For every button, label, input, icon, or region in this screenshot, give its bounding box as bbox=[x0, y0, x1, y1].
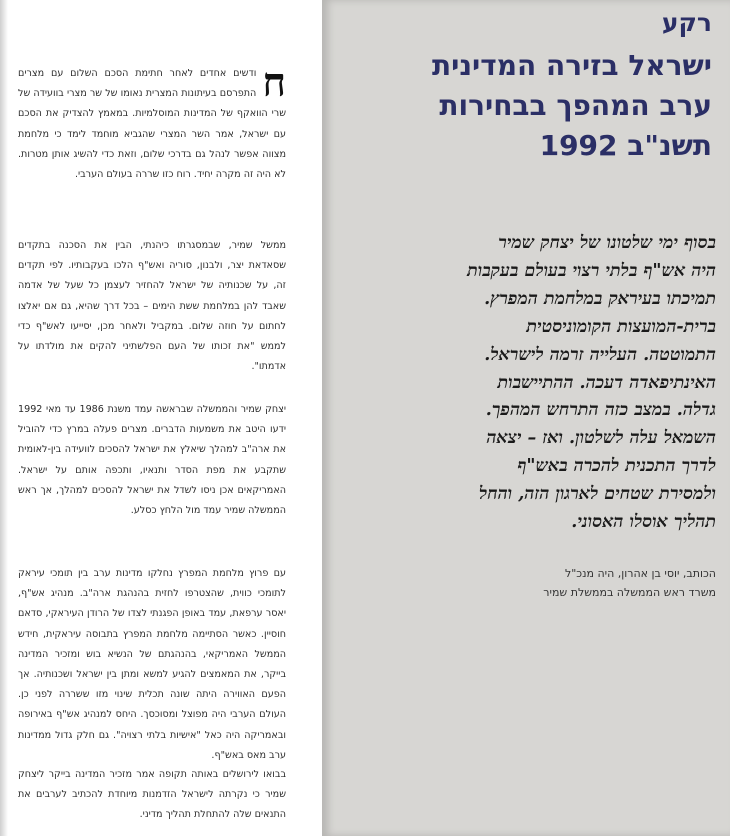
article-paragraph-1 bbox=[18, 59, 286, 185]
pull-quote-line: בסוף ימי שלטונו של יצחק שמיר bbox=[498, 233, 716, 253]
pull-quote-line: תהליך אוסלו האסוני. bbox=[571, 512, 716, 533]
caption-line: הכותב, יוסי בן אהרון, היה מנכ"ל bbox=[564, 567, 716, 580]
pull-quote-line: התמוטטה. העלייה זרמה לישראל. bbox=[484, 344, 716, 365]
pull-quote-line: ברית-המועצות הקומוניסטית bbox=[526, 316, 716, 337]
pull-quote-line: ולמסירת שטחים לארגון הזה, והחל bbox=[479, 484, 716, 505]
article-paragraph-2: ממשל שמיר, שבמסגרתו כיהנתי, הבין את הסכנה בתקדים שסאדאת יצר, ולבנון, סוריה ואש"ף הלכו בעקבותיו. לפי תקדים זה, על שכנותיה של ישראל להחזיר לעצמן כל שעל של אדמה שאבד להן במלחמת ששת הימים – בכל דרך שהיא, גם אם יאלצו לחתום על חוזה שלום. במקביל ולאחר מכן, יסייעו לאש"ף כדי לממש "את זכותו של העם הפלשתיני להקים את מולדתו על אדמתו". bbox=[18, 240, 286, 373]
article-title bbox=[332, 46, 712, 166]
pull-quote-line: תמיכתו בעיראק במלחמת המפרץ. bbox=[484, 288, 716, 309]
article-paragraph-4: עם פרוץ מלחמת המפרץ נחלקו מדינות ערב בין תומכי עיראק לתומכי כווית, שהצטרפו לחזית בהנהגת ארה"ב. מנהיג אש"ף, יאסר ערפאת, עמד באופן הפגנתי לצדו של הרודן העיראקי, סדאם חוסיין. כאשר הסתיימה מלחמת המפרץ בתבוסה עיראקית, חידש הממשל האמריקאי, בהנהגתם של הנשיא בוש ומזכיר המדינה בייקר, את המאמצים להגיע למשא ומתן בין ישראל ושכנותיה. אך הפעם האווירה היתה שונה תכלית שינוי מזו ששררה לפני כן. העולם הערבי היה מפוצל ומסוכסך. היחס למנהיג אש"ף באירופה ובאמריקה היה כאל "אישיות בלתי רצויה". גם חלק גדול ממדינות ערב מאס באש"ף. bbox=[18, 568, 286, 761]
pull-quote-line: היה אש"ף בלתי רצוי בעולם בעקבות bbox=[467, 260, 716, 281]
pull-quote-line: לדרך התכנית להכרה באש"ף bbox=[517, 456, 716, 477]
article-paragraph-3: יצחק שמיר והממשלה שבראשה עמד משנת 1986 עד מאי 1992 ידעו היטב את משמעות הדברים. מצרים פעלה במרץ כדי להוביל את ארה"ב למהלך שיאלץ את ישראל להסכים לוועידה בין-לאומית שתקבע את מפת הסדר ותנאיו, ותכפה אותם על ישראל. האמריקאים אכן ניסו לשדל את ישראל להסכים למהלך, אך ראש הממשלה שמיר עמד מול הלחץ כסלע. bbox=[18, 404, 286, 517]
pull-quote-line: השמאל עלה לשלטון. ואז – יצאה bbox=[486, 428, 716, 449]
pull-quote-line: האינתיפאדה דעכה. ההתיישבות bbox=[497, 372, 716, 393]
pull-quote bbox=[331, 230, 716, 537]
page-gutter bbox=[0, 0, 8, 836]
paragraph-text: ודשים אחדים לאחר חתימת הסכם השלום עם מצרים התפרסם בעיתונות המצרית נאומו של שר מצרי בוועידה של שרי הוואקף של המדינות המוסלמיות. במאמץ להצדיק את הסכם עם ישראל, אמר השר המצרי שהגביא מוחמד לימד כי מלחמת מצווה אפשר לנהל גם בדרכי שלום, וזאת כדי להשיג אותן מטרות. לא היה זה מקרה יחיד. רוח כזו שררה בעולם הערבי. bbox=[18, 68, 286, 181]
body-text-column bbox=[0, 0, 322, 836]
sidebar-panel bbox=[322, 0, 730, 836]
title-line: תשנ"ב 1992 bbox=[539, 129, 712, 162]
pull-quote-line: גדלה. במצב כזה התרחש המהפך. bbox=[485, 400, 716, 421]
title-line: ערב המהפך בבחירות bbox=[439, 89, 712, 122]
section-kicker: רקע bbox=[661, 8, 712, 37]
author-caption bbox=[331, 564, 716, 602]
article-paragraph-5: בבואו לירושלים באותה תקופה אמר מזכיר המדינה בייקר ליצחק שמיר כי נקרתה לישראל הזדמנות מיוחדת להכתיב לערבים את התנאים שלה להתחלת תהליך מדיני. bbox=[18, 769, 286, 821]
title-line: ישראל בזירה המדינית bbox=[431, 49, 712, 82]
drop-cap: ח bbox=[262, 59, 286, 106]
caption-line: משרד ראש הממשלה בממשלת שמיר bbox=[543, 586, 716, 599]
